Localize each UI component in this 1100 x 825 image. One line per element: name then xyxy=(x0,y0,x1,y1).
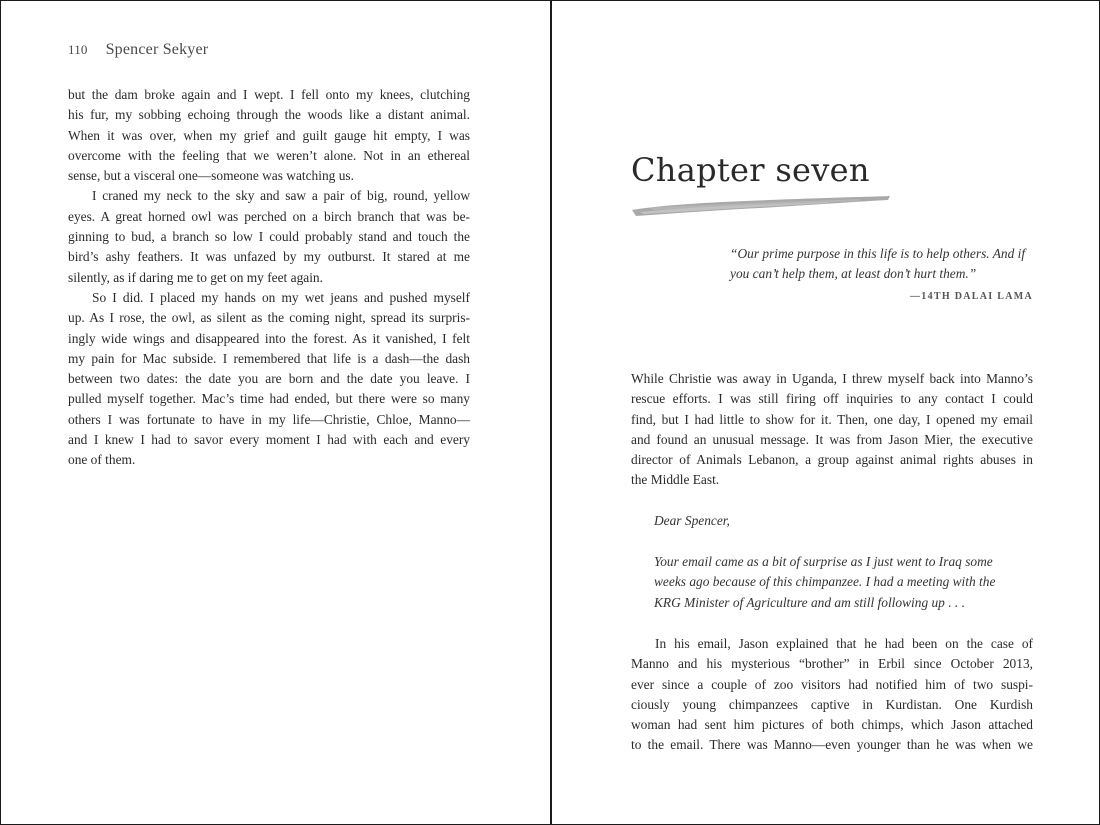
text-line: to the email. There was Manno—even younger than he was when we xyxy=(631,737,1033,753)
epigraph xyxy=(730,244,1034,285)
text-line: ingly wide wings and disappeared into the forest. As it vanished, I felt xyxy=(68,330,470,346)
page-number: 110 xyxy=(68,42,88,57)
text-line: and I knew I had to savor every moment I had with each and every xyxy=(68,432,470,448)
chapter-title: Chapter seven xyxy=(631,151,870,189)
text-line: silently, as if daring me to get on my feet again. xyxy=(68,269,323,285)
epigraph-attribution: —14TH DALAI LAMA xyxy=(909,291,1033,302)
text-line: pulled myself together. Mac’s time had ended, but there were so many xyxy=(68,391,470,407)
opening-paragraph xyxy=(631,369,1033,491)
text-line: ginning to bud, a branch so low I could probably stand and touch the xyxy=(68,229,470,245)
text-line: find, but I had little to show for it. Then, one day, I opened my email xyxy=(631,411,1033,427)
text-line: the Middle East. xyxy=(631,472,720,488)
text-line: between two dates: the date you are born and the date you leave. I xyxy=(68,371,470,387)
text-line: weeks ago because of this chimpanzee. I had a meeting with the xyxy=(654,574,996,590)
text-line: sense, but a visceral one—someone was watching us. xyxy=(68,168,354,184)
text-line: his fur, my sobbing echoing through the woods like a distant animal. xyxy=(68,107,470,123)
text-line: my pain for Mac subside. I remembered that life is a dash—the dash xyxy=(68,350,470,366)
salutation-text: Dear Spencer, xyxy=(654,513,730,528)
text-line: eyes. A great horned owl was perched on a birch branch that was be- xyxy=(68,208,470,224)
text-line: Your email came as a bit of surprise as I just went to Iraq some xyxy=(654,554,993,569)
text-line: ciously young chimpanzees captive in Kurdistan. One Kurdish xyxy=(631,696,1033,712)
letter-excerpt xyxy=(654,552,1034,613)
text-line: and found an unusual message. It was from Jason Mier, the executive xyxy=(631,431,1033,447)
text-line: In his email, Jason explained that he had been on the case of xyxy=(655,636,1033,651)
text-line: rescue efforts. I was still firing off inquiries to any contact I could xyxy=(631,391,1033,407)
text-line: one of them. xyxy=(68,452,136,468)
brush-stroke-decoration xyxy=(630,191,892,221)
text-line: Manno and his mysterious “brother” in Erbil since October 2013, xyxy=(631,656,1033,672)
left-page xyxy=(1,1,550,824)
left-body-text xyxy=(68,85,470,471)
text-line: up. As I rose, the owl, as silent as the coming night, spread its surpris- xyxy=(68,310,470,326)
text-line: bird’s ashy feathers. It was unfazed by my outburst. It stared at me xyxy=(68,249,470,265)
text-line: ever since a couple of zoo visitors had notified him of two suspi- xyxy=(631,676,1033,692)
text-line: KRG Minister of Agriculture and am still following up . . . xyxy=(654,594,965,610)
running-head xyxy=(68,41,208,59)
epigraph-line: you can’t help them, at least don’t hurt them.” xyxy=(730,266,977,282)
text-line: others I was fortunate to have in my life—Christie, Chloe, Manno— xyxy=(68,411,470,427)
text-line: but the dam broke again and I wept. I fell onto my knees, clutching xyxy=(68,87,470,102)
running-head-author: Spencer Sekyer xyxy=(105,41,209,58)
text-line: While Christie was away in Uganda, I threw myself back into Manno’s xyxy=(631,371,1033,386)
text-line: So I did. I placed my hands on my wet jeans and pushed myself xyxy=(92,289,470,305)
text-line: woman had sent him pictures of both chimps, which Jason attached xyxy=(631,717,1033,733)
second-paragraph xyxy=(631,634,1033,756)
text-line: When it was over, when my grief and guilt gauge hit empty, I was xyxy=(68,127,470,143)
letter-salutation xyxy=(654,511,1034,531)
text-line: I craned my neck to the sky and saw a pair of big, round, yellow xyxy=(92,188,470,204)
text-line: overcome with the feeling that we weren’t alone. Not in an ethereal xyxy=(68,147,470,163)
epigraph-line: “Our prime purpose in this life is to help others. And if xyxy=(730,246,1026,261)
text-line: director of Animals Lebanon, a group against animal rights abuses in xyxy=(631,452,1033,468)
right-page xyxy=(552,1,1099,824)
